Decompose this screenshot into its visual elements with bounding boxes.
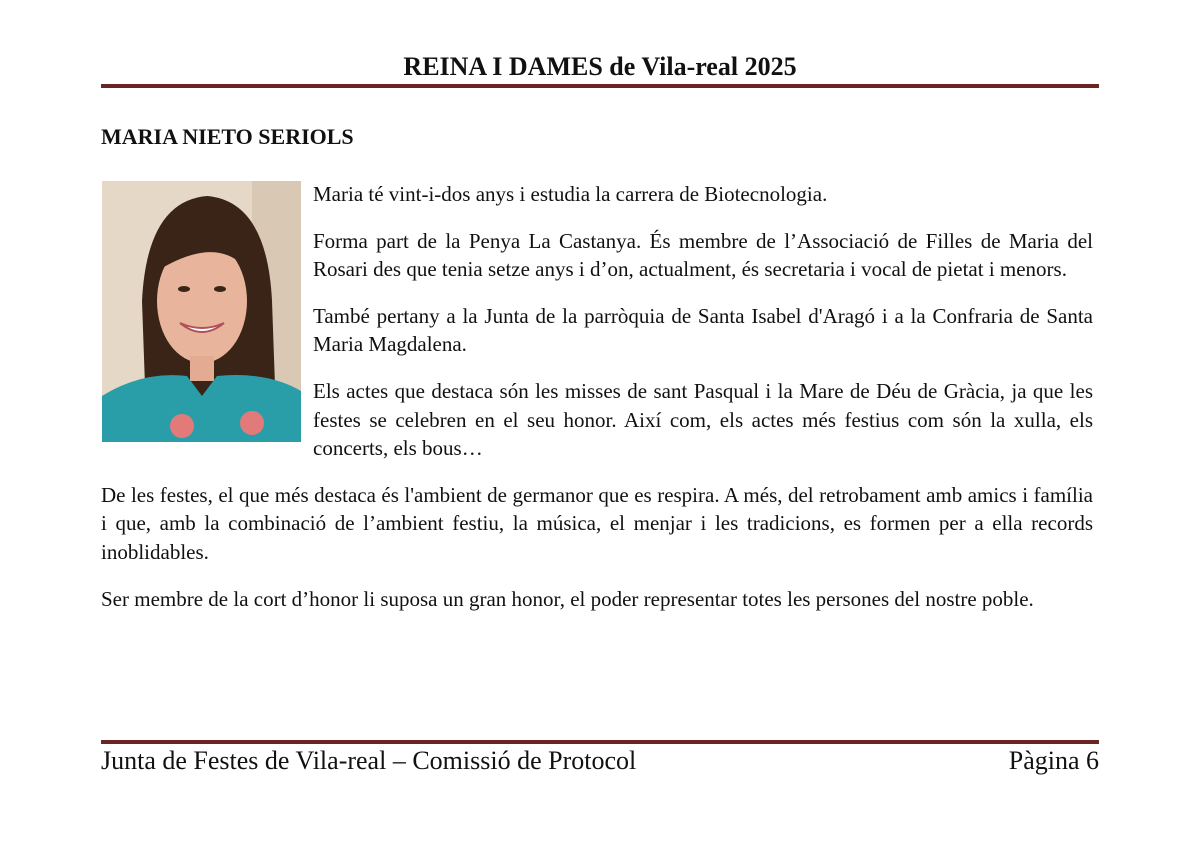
- paragraph: Els actes que destaca són les misses de sant Pasqual i la Mare de Déu de Gràcia, ja que les festes se celebren en el seu honor. Així com, els actes més festius com són la xulla, els concerts, els bous…: [313, 378, 1093, 461]
- person-name: MARIA NIETO SERIOLS: [101, 124, 354, 149]
- paragraph: Maria té vint-i-dos anys i estudia la carrera de Biotecnologia.: [313, 182, 828, 206]
- footer-divider: [101, 740, 1099, 744]
- header-divider: [101, 84, 1099, 88]
- paragraph: De les festes, el que més destaca és l'ambient de germanor que es respira. A més, del retrobament amb amics i família i que, amb la combinació de l’ambient festiu, la música, el menjar i les tradicions, es formen per a ella records inoblidables.: [101, 482, 1093, 564]
- page-footer: [101, 746, 1099, 776]
- profile-body: [101, 180, 1093, 631]
- paragraph: Forma part de la Penya La Castanya. És membre de l’Associació de Filles de Maria del Rosari des que tenia setze anys i d’on, actualment, és secretaria i vocal de pietat i menors.: [313, 228, 1093, 282]
- paragraph: Ser membre de la cort d’honor li suposa un gran honor, el poder representar totes les persones del nostre poble.: [101, 586, 1034, 611]
- portrait-photo-icon: [102, 181, 301, 442]
- paragraph: També pertany a la Junta de la parròquia de Santa Isabel d'Aragó i a la Confraria de Santa Maria Magdalena.: [313, 303, 1093, 357]
- footer-organization: Junta de Festes de Vila-real – Comissió de Protocol: [101, 746, 637, 775]
- page-title: REINA I DAMES de Vila-real 2025: [403, 52, 797, 81]
- page-number: Pàgina 6: [1008, 746, 1099, 775]
